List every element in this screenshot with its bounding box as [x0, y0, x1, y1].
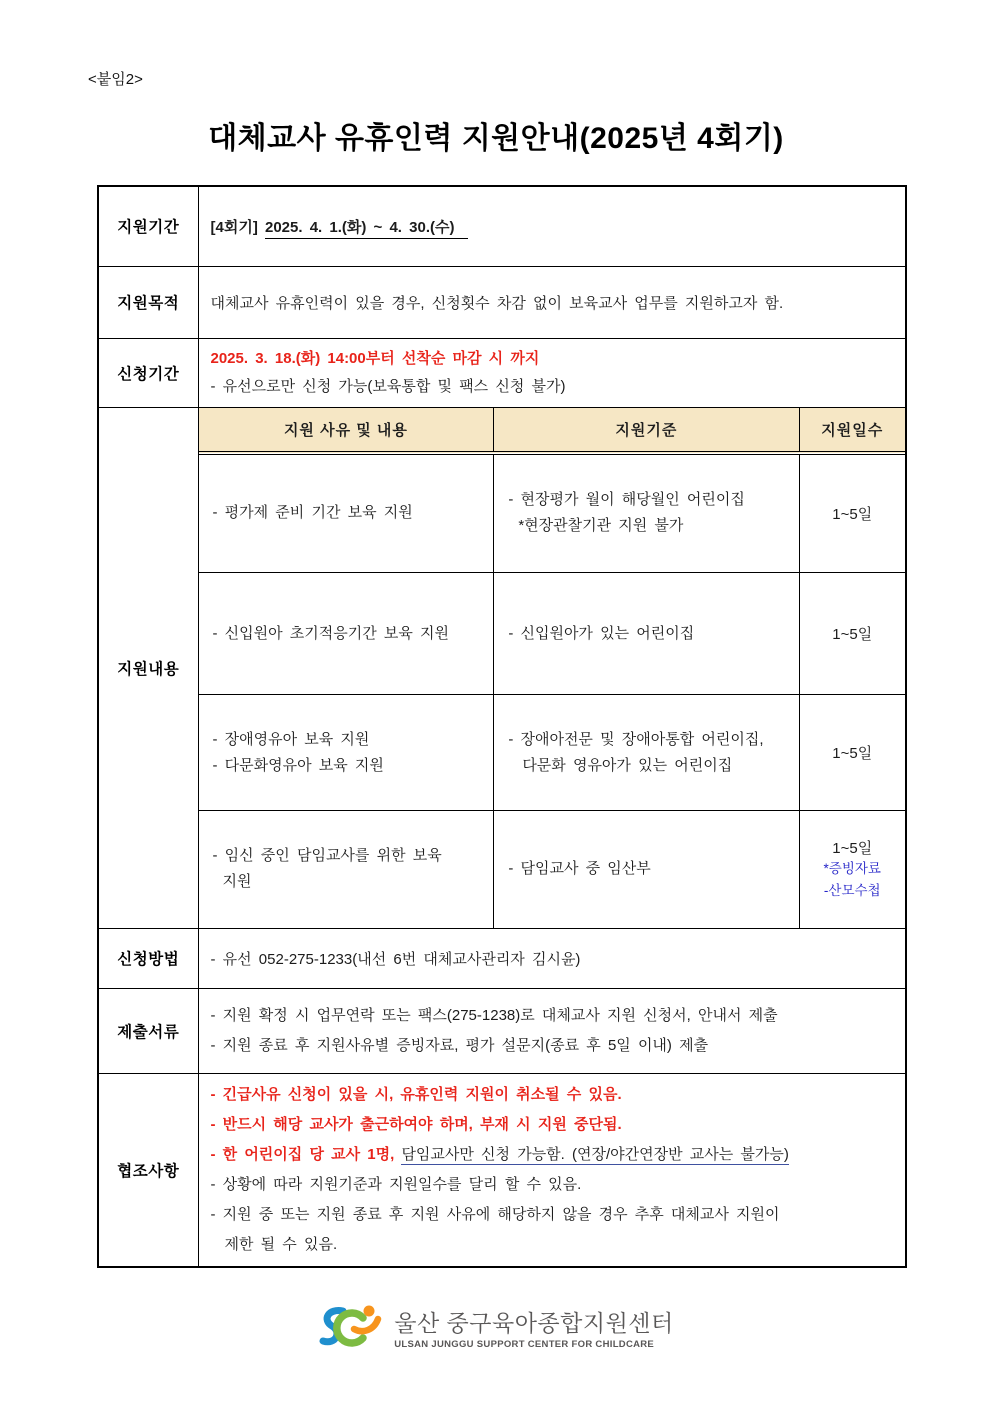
days-value: 1~5일 — [832, 839, 873, 857]
days-cell — [799, 695, 905, 811]
footer-logo-block — [0, 1298, 992, 1356]
detail-row-disability-multicultural — [199, 695, 906, 811]
days-cell — [799, 811, 905, 928]
criteria-cell — [494, 695, 799, 811]
days-value: 1~5일 — [832, 505, 873, 523]
row-label-period: 지원기간 — [98, 186, 198, 266]
period-date-underlined: 2025. 4. 1.(화) ~ 4. 30.(수) — [265, 219, 468, 239]
org-name-korean: 울산 중구육아종합지원센터 — [394, 1309, 674, 1336]
header-days: 지원일수 — [799, 408, 905, 453]
detail-row-evaluation — [199, 453, 906, 573]
cooperation-cell — [198, 1073, 906, 1267]
table-row-documents — [98, 988, 906, 1073]
attachment-label: <붙임2> — [88, 71, 143, 88]
days-cell — [799, 573, 905, 695]
cooperation-restriction-line: - 지원 중 또는 지원 종료 후 지원 사유에 해당하지 않을 경우 추후 대체교사 지원이 — [210, 1205, 780, 1223]
detail-row-pregnancy — [199, 811, 906, 928]
table-row-cooperation — [98, 1073, 906, 1267]
criteria-line: - 담임교사 중 임산부 — [508, 860, 651, 878]
reason-line: - 신입원아 초기적응기간 보육 지원 — [212, 624, 450, 642]
apply-period-cell — [198, 338, 906, 407]
reason-line: - 다문화영유아 보육 지원 — [212, 756, 384, 774]
row-label-apply-period: 신청기간 — [98, 338, 198, 407]
criteria-cell — [494, 811, 799, 928]
period-prefix: [4회기] — [210, 218, 258, 236]
criteria-line: - 장애아전문 및 장애아통합 어린이집, — [508, 730, 764, 748]
center-logo-icon — [318, 1298, 384, 1356]
criteria-note: *현장관찰기관 지원 불가 — [518, 517, 684, 535]
table-row-period — [98, 186, 906, 266]
method-text: - 유선 052-275-1233(내선 6번 대체교사관리자 김시윤) — [198, 928, 906, 988]
content-inner-cell — [198, 407, 906, 928]
days-evidence-item: -산모수첩 — [823, 882, 881, 898]
purpose-text: 대체교사 유휴인력이 있을 경우, 신청횟수 차감 없이 보육교사 업무를 지원하고자 함. — [198, 266, 906, 338]
cooperation-limit-underlined: 담임교사만 신청 가능함. (연장/야간연장반 교사는 불가능) — [401, 1145, 789, 1163]
days-value: 1~5일 — [832, 745, 873, 762]
cooperation-limit-red: - 한 어린이집 당 교사 1명, — [210, 1145, 395, 1163]
row-label-purpose: 지원목적 — [98, 266, 198, 338]
org-name-english: ULSAN JUNGGU SUPPORT CENTER FOR CHILDCARE — [394, 1338, 655, 1350]
table-row-purpose — [98, 266, 906, 338]
row-label-method: 신청방법 — [98, 928, 198, 988]
reason-cell — [199, 695, 494, 811]
criteria-line: 다문화 영유아가 있는 어린이집 — [522, 756, 733, 774]
reason-cell — [199, 811, 494, 928]
cooperation-warning-cancel: - 긴급사유 신청이 있을 시, 유휴인력 지원이 취소될 수 있음. — [210, 1085, 622, 1103]
support-detail-table — [199, 408, 906, 928]
table-row-content — [98, 407, 906, 928]
apply-period-deadline: 2025. 3. 18.(화) 14:00부터 선착순 마감 시 까지 — [210, 349, 540, 367]
notice-table-wrapper — [97, 185, 907, 1268]
row-label-content: 지원내용 — [98, 407, 198, 928]
criteria-line: - 신입원아가 있는 어린이집 — [508, 624, 695, 642]
detail-header-row — [199, 408, 906, 453]
criteria-cell — [494, 453, 799, 573]
reason-line: - 평가제 준비 기간 보육 지원 — [212, 504, 413, 522]
notice-table — [97, 185, 907, 1268]
criteria-cell — [494, 573, 799, 695]
table-row-method — [98, 928, 906, 988]
org-name-block — [394, 1305, 674, 1350]
reason-line: - 장애영유아 보육 지원 — [212, 730, 370, 748]
cooperation-limit-line — [211, 1140, 896, 1170]
detail-row-new-children — [199, 573, 906, 695]
criteria-line: - 현장평가 월이 해당월인 어린이집 — [508, 491, 745, 509]
row-label-documents: 제출서류 — [98, 988, 198, 1073]
reason-line: - 임신 중인 담임교사를 위한 보육 — [212, 847, 442, 865]
cooperation-flex-line: - 상황에 따라 지원기준과 지원일수를 달리 할 수 있음. — [210, 1175, 582, 1193]
documents-line: - 지원 확정 시 업무연락 또는 팩스(275-1238)로 대체교사 지원 신청서, 안내서 제출 — [210, 1006, 778, 1024]
cooperation-restriction-cont: 제한 될 수 있음. — [224, 1235, 338, 1253]
days-cell — [799, 453, 905, 573]
row-label-cooperation: 협조사항 — [98, 1073, 198, 1267]
documents-cell — [198, 988, 906, 1073]
days-evidence-note: *증빙자료 — [823, 860, 881, 876]
days-value: 1~5일 — [832, 626, 873, 643]
reason-cell — [199, 453, 494, 573]
reason-cell — [199, 573, 494, 695]
page-title: 대체교사 유휴인력 지원안내(2025년 4회기) — [208, 122, 784, 155]
header-criteria: 지원기준 — [494, 408, 799, 453]
table-row-apply-period — [98, 338, 906, 407]
apply-period-note: - 유선으로만 신청 가능(보육통합 및 팩스 신청 불가) — [210, 377, 566, 395]
reason-line: 지원 — [222, 873, 252, 891]
header-reason: 지원 사유 및 내용 — [199, 408, 494, 453]
period-value-cell — [198, 186, 906, 266]
documents-line: - 지원 종료 후 지원사유별 증빙자료, 평가 설문지(종료 후 5일 이내) 제출 — [210, 1036, 709, 1054]
cooperation-warning-attendance: - 반드시 해당 교사가 출근하여야 하며, 부재 시 지원 중단됨. — [210, 1115, 622, 1133]
